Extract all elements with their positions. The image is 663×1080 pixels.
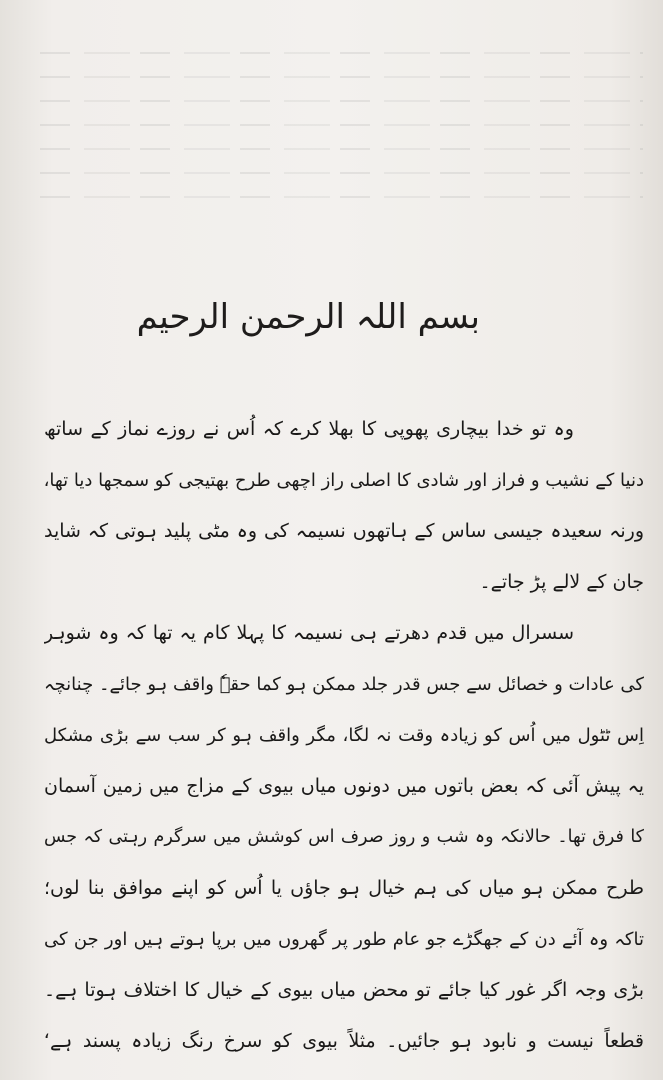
text-line: قطعاً نیست و نابود ہو جائیں۔ مثلاً بیوی کو سرخ رنگ زیادہ پسند ہے‘ xyxy=(44,1030,644,1052)
body-text xyxy=(44,404,644,1067)
text-line: کی عادات و خصائل سے جس قدر جلد ممکن ہو کما حقہٗ واقف ہو جائے۔ چنانچہ xyxy=(44,674,644,695)
show-through-text xyxy=(40,30,643,260)
bismillah-heading: بسم اللہ الرحمن الرحیم xyxy=(136,297,480,337)
text-line: طرح ممکن ہو میاں کی ہم خیال ہو جاؤں یا اُس کو اپنے موافق بنا لوں؛ xyxy=(44,877,644,899)
text-line: اِس ٹٹول میں اُس کو زیادہ وقت نہ لگا، مگر واقف ہو کر سب سے بڑی مشکل xyxy=(44,725,644,746)
paragraph-1 xyxy=(44,404,644,608)
text-line: وہ تو خدا بیچاری پھوپی کا بھلا کرے کہ اُس نے روزے نماز کے ساتھ xyxy=(44,418,574,440)
paragraph-2 xyxy=(44,608,644,1067)
text-line: تاکہ وہ آئے دن کے جھگڑے جو عام طور پر گھروں میں برپا ہوتے ہیں اور جن کی xyxy=(44,929,644,950)
text-line: کا فرق تھا۔ حالانکہ وہ شب و روز صرف اس کوشش میں سرگرم رہتی کہ جس xyxy=(44,827,644,847)
text-line: جان کے لالے پڑ جاتے۔ xyxy=(479,571,644,593)
text-line: ورنہ سعیدہ جیسی ساس کے ہاتھوں نسیمہ کی وہ مٹی پلید ہوتی کہ شاید xyxy=(44,520,644,542)
text-line: دنیا کے نشیب و فراز اور شادی کا اصلی راز اچھی طرح بھتیجی کو سمجھا دیا تھا، xyxy=(44,470,644,491)
text-line: بڑی وجہ اگر غور کیا جائے تو محض میاں بیوی کے خیال کا اختلاف ہوتا ہے۔ xyxy=(44,979,644,1001)
text-line: یہ پیش آئی کہ بعض باتوں میں دونوں میاں بیوی کے مزاج میں زمین آسمان xyxy=(44,775,644,797)
text-line: سسرال میں قدم دھرتے ہی نسیمہ کا پہلا کام یہ تھا کہ وہ شوہر xyxy=(44,622,574,644)
